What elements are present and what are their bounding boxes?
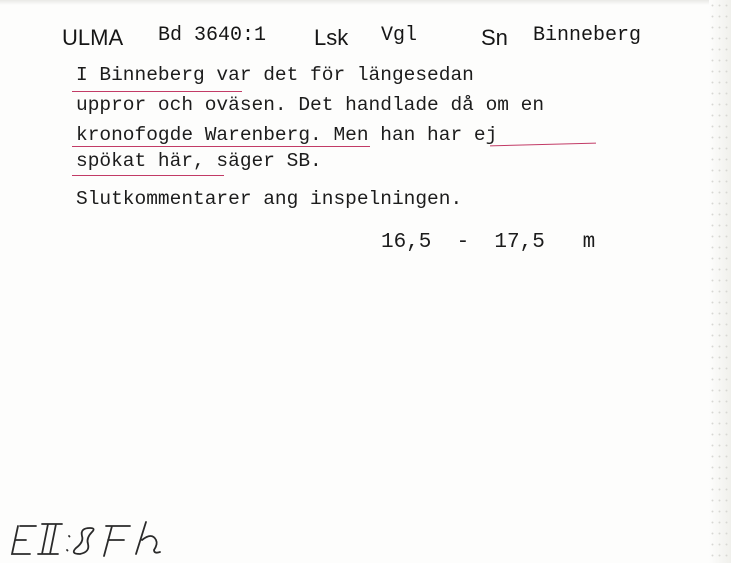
underline-mark (72, 146, 370, 147)
time-range: 16,5 - 17,5 m (381, 231, 596, 254)
comment-line: Slutkommentarer ang inspelningen. (76, 188, 463, 210)
sn-label: Sn (481, 25, 508, 50)
text-line-4: spökat här, säger SB. (76, 150, 322, 172)
archive-code: ULMA (62, 25, 124, 50)
text-line-3: kronofogde Warenberg. Men han har ej (76, 124, 498, 146)
signature-drawing (8, 518, 178, 558)
card-right-edge (709, 0, 731, 563)
card-top-edge (0, 0, 731, 5)
underline-mark (72, 175, 224, 176)
lsk-label: Lsk (314, 25, 349, 50)
lsk-value: Vgl (381, 24, 418, 47)
underline-mark (72, 91, 242, 92)
text-line-1: I Binneberg var det för längesedan (76, 64, 474, 86)
underline-mark (490, 143, 596, 147)
record-number: Bd 3640:1 (158, 24, 267, 47)
sn-value: Binneberg (533, 24, 642, 47)
handwritten-signature (8, 518, 178, 566)
text-line-2: uppror och oväsen. Det handlade då om en (76, 94, 545, 116)
